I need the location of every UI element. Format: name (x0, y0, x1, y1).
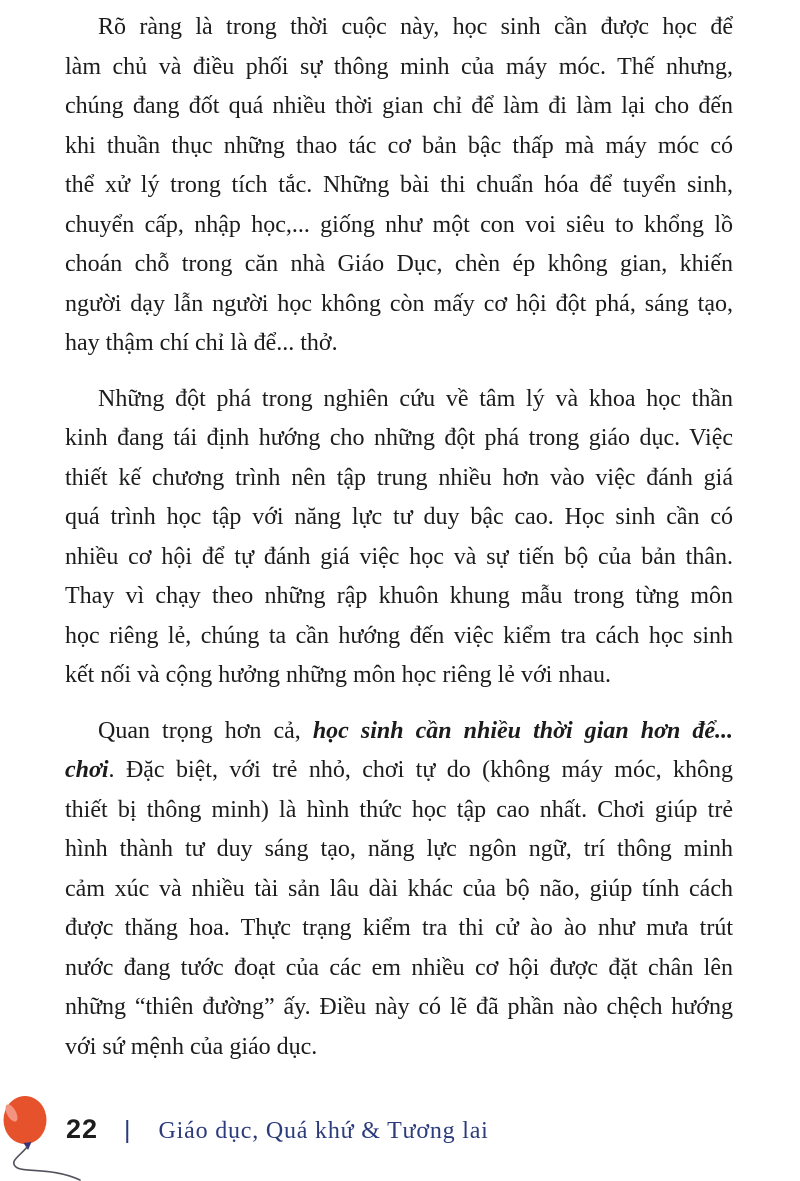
text-line: kết nối và cộng hưởng những môn học riêng lẻ với nhau. (65, 662, 611, 688)
page-footer (66, 1114, 489, 1145)
text-line: thiết kế chương trình nên tập trung nhiều hơn vào việc đánh giá (65, 464, 733, 491)
text-line: choán chỗ trong căn nhà Giáo Dục, chèn ép không gian, khiến (65, 251, 733, 277)
paragraph-1 (65, 8, 733, 364)
footer-separator: | (124, 1116, 131, 1144)
text-line: những “thiên đường” ấy. Điều này có lẽ đã phần nào chệch hướng (65, 994, 733, 1020)
text-line: thiết bị thông minh) là hình thức học tập cao nhất. Chơi giúp trẻ (65, 796, 733, 823)
text-line: Rõ ràng là trong thời cuộc này, học sinh cần được học để (98, 14, 733, 40)
text-line: nước đang tước đoạt của các em nhiều cơ hội được đặt chân lên (65, 954, 733, 981)
text-line: Thay vì chạy theo những rập khuôn khung mẫu trong từng môn (65, 583, 733, 609)
text-line: hay thậm chí chỉ là để... thở. (65, 330, 338, 356)
text-line (65, 712, 733, 752)
emphasized-text: chơi (65, 757, 109, 783)
text-line: nhiều cơ hội để tự đánh giá việc học và sự tiến bộ của bản thân. (65, 543, 733, 570)
text-line: làm chủ và điều phối sự thông minh của máy móc. Thế nhưng, (65, 53, 733, 80)
text-line: khi thuần thục những thao tác cơ bản bậc thấp mà máy móc có (65, 132, 733, 159)
page-number: 22 (66, 1114, 99, 1144)
text-line: kinh đang tái định hướng cho những đột phá trong giáo dục. Việc (65, 425, 733, 451)
text-line: hình thành tư duy sáng tạo, năng lực ngôn ngữ, trí thông minh (65, 836, 733, 862)
text-run: . Đặc biệt, với trẻ nhỏ, chơi tự do (không máy móc, không (108, 757, 733, 783)
text-line: Những đột phá trong nghiên cứu về tâm lý và khoa học thần (98, 385, 733, 412)
text-line: quá trình học tập với năng lực tư duy bậc cao. Học sinh cần có (65, 504, 733, 530)
text-run: Quan trọng hơn cả, (98, 717, 313, 744)
paragraph-2 (65, 380, 733, 696)
text-line: được thăng hoa. Thực trạng kiểm tra thi cử ào ào như mưa trút (65, 915, 733, 941)
page-body (65, 8, 733, 1067)
text-line: chuyển cấp, nhập học,... giống như một con voi siêu to khổng lồ (65, 211, 733, 238)
text-line: người dạy lẫn người học không còn mấy cơ hội đột phá, sáng tạo, (65, 290, 733, 317)
emphasized-text: học sinh cần nhiều thời gian hơn để... (312, 717, 734, 744)
book-title: Giáo dục, Quá khứ & Tương lai (158, 1118, 489, 1144)
text-line: cảm xúc và nhiều tài sản lâu dài khác của bộ não, giúp tính cách (65, 875, 733, 902)
text-line: chúng đang đốt quá nhiều thời gian chỉ để làm đi làm lại cho đến (65, 93, 733, 119)
text-line: học riêng lẻ, chúng ta cần hướng đến việc kiểm tra cách học sinh (65, 622, 733, 649)
text-line (65, 751, 733, 791)
text-line: với sứ mệnh của giáo dục. (65, 1033, 318, 1060)
paragraph-3 (65, 712, 733, 1068)
text-line: thể xử lý trong tích tắc. Những bài thi chuẩn hóa để tuyển sinh, (65, 172, 733, 198)
